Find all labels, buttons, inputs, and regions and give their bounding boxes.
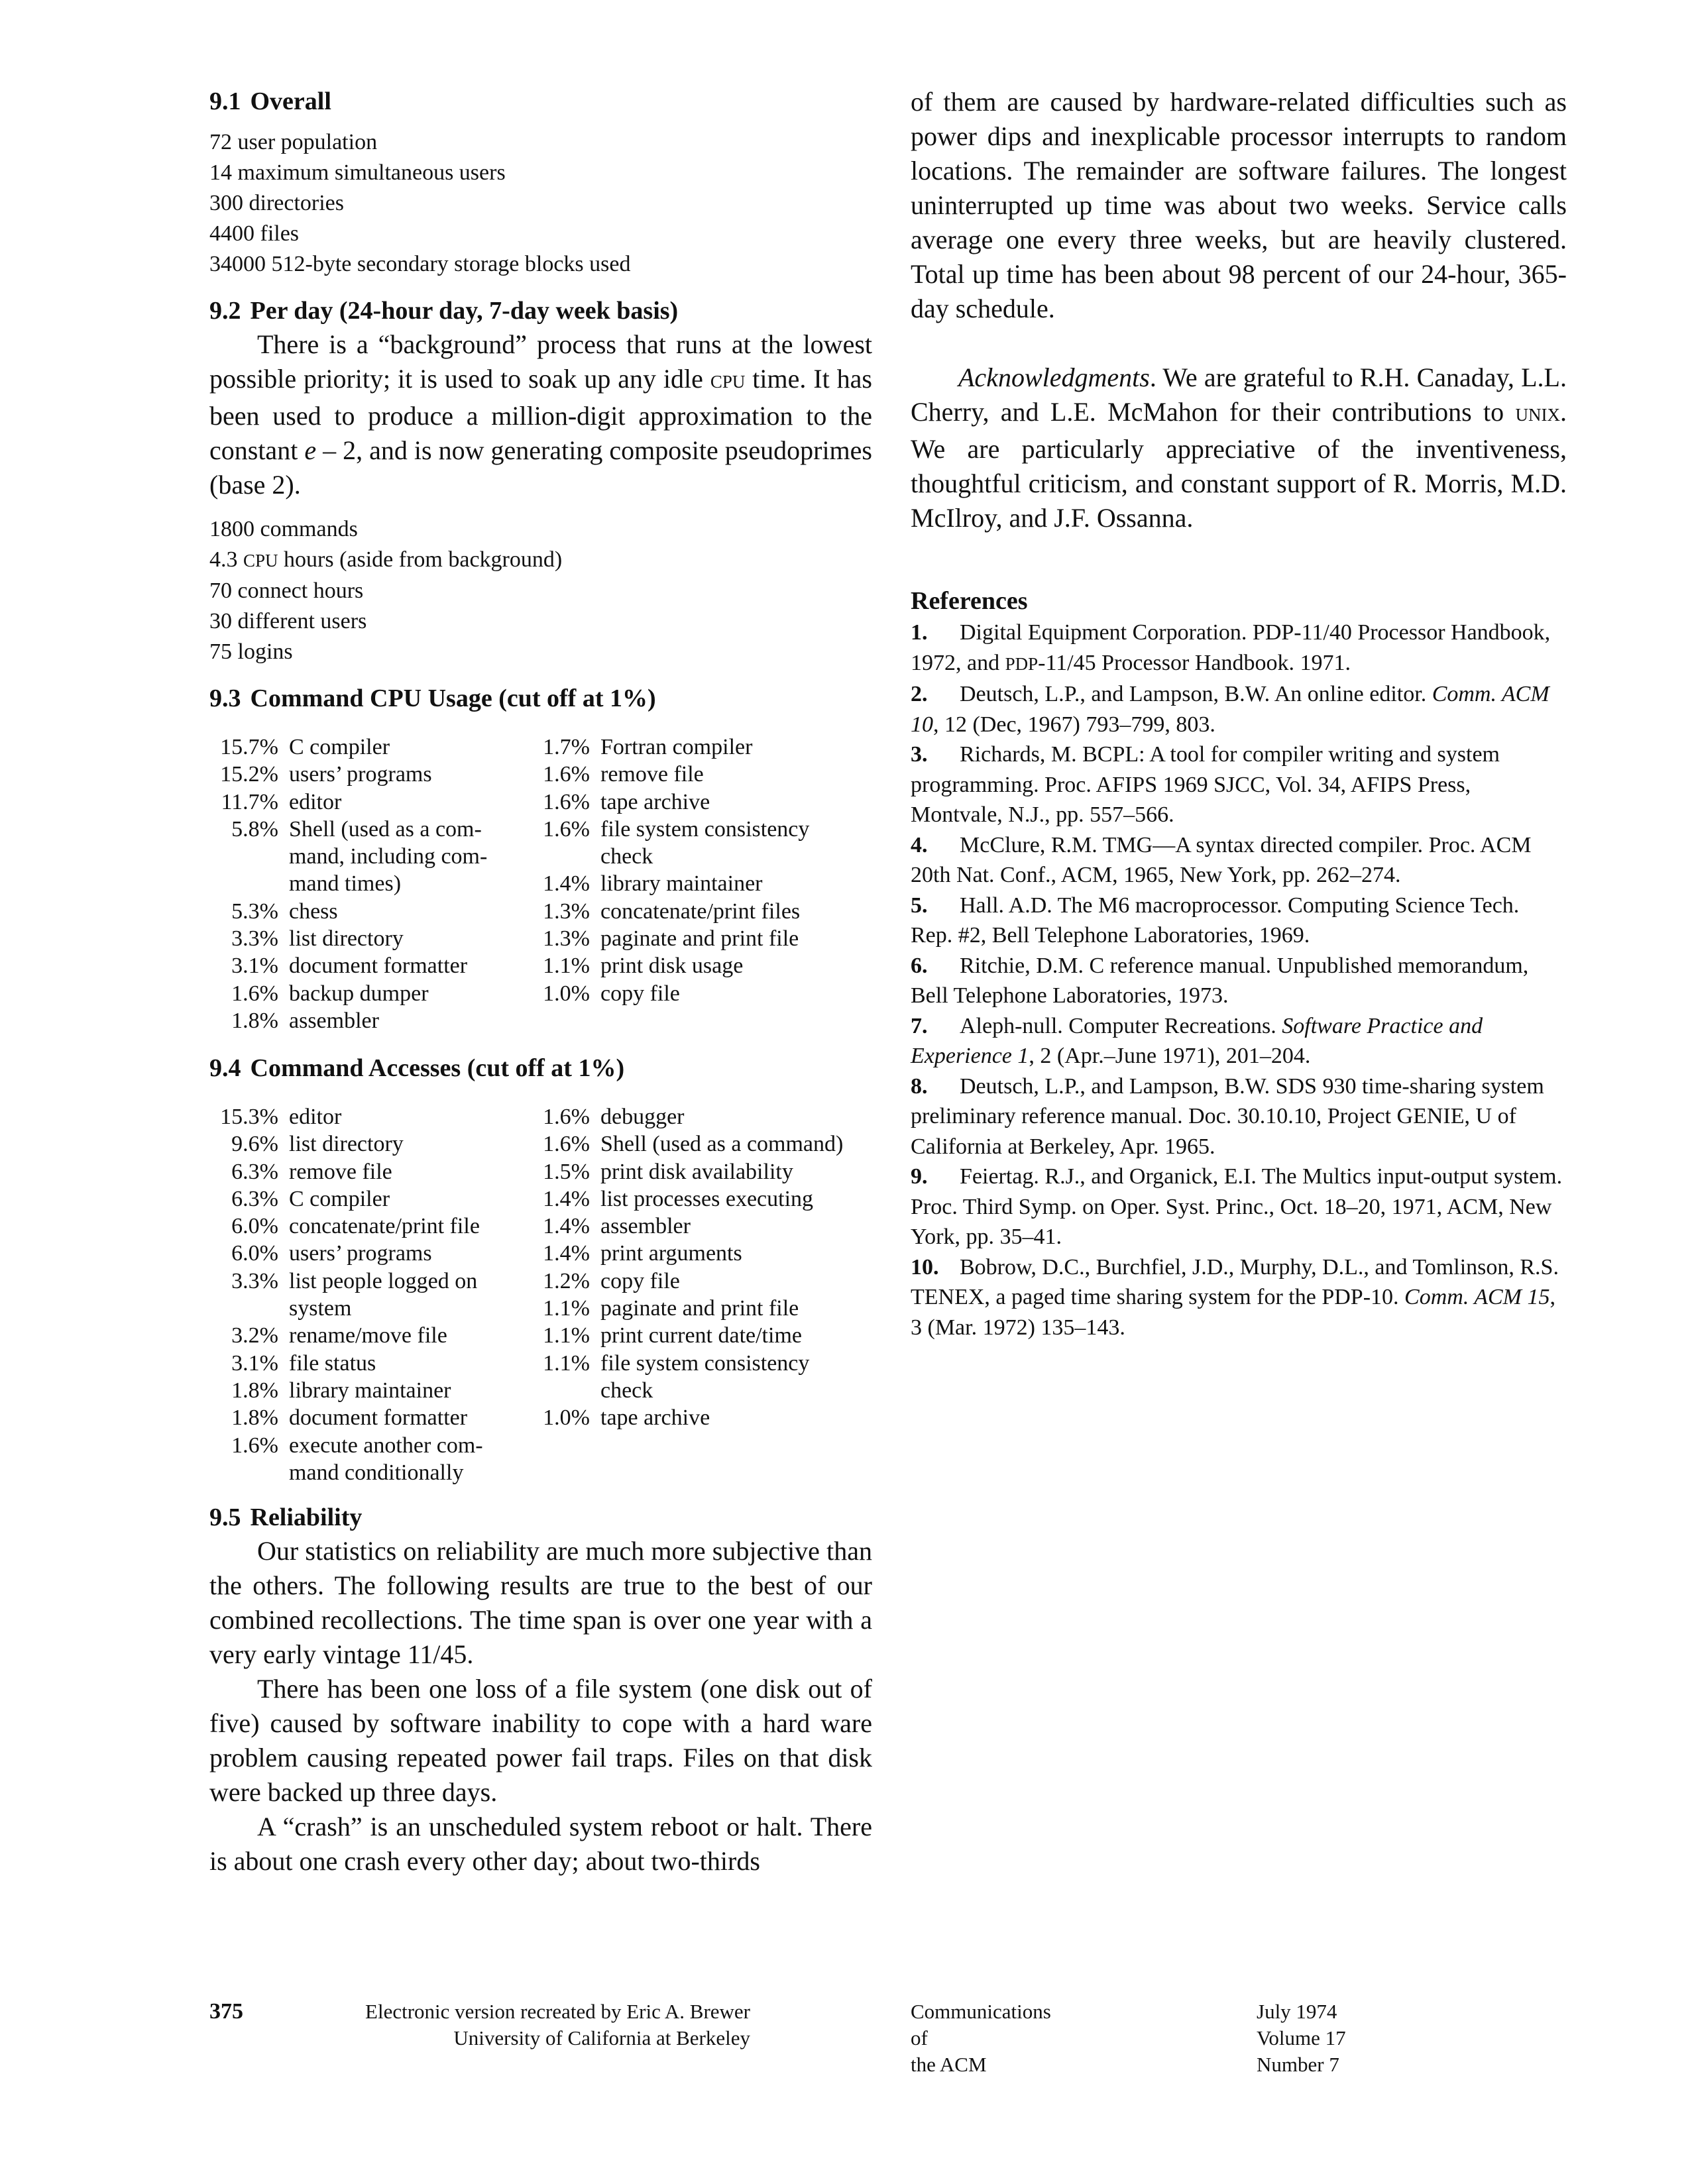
text-run: Aleph-null. Computer Recreations. <box>960 1013 1282 1038</box>
usage-percent: 1.1% <box>543 1296 590 1321</box>
issue-info <box>1257 1998 1522 2078</box>
usage-label: list directory <box>289 926 404 952</box>
usage-row <box>209 1322 554 1349</box>
usage-label: copy file <box>600 981 680 1006</box>
usage-row <box>209 1377 554 1404</box>
usage-label: mand, including com- <box>289 844 488 869</box>
text-run: – 2, and is now generating composite pseudoprimes (base 2). <box>209 435 872 500</box>
section-9-2-heading <box>209 294 872 327</box>
usage-percent: 5.8% <box>231 816 278 842</box>
issue-volume: Volume 17 <box>1257 2026 1346 2049</box>
usage-label: document formatter <box>289 954 468 979</box>
stat-item: 300 directories <box>209 191 344 215</box>
references-list <box>911 618 1567 1342</box>
usage-row <box>209 843 554 870</box>
usage-row <box>521 734 892 761</box>
usage-percent: 1.1% <box>543 1323 590 1348</box>
usage-percent: 3.3% <box>231 1268 278 1293</box>
usage-percent: 6.3% <box>231 1186 278 1211</box>
usage-percent: 1.5% <box>543 1159 590 1184</box>
usage-row <box>209 1240 554 1267</box>
usage-row <box>521 1350 892 1377</box>
usage-label: list directory <box>289 1132 404 1157</box>
usage-label: editor <box>289 1105 342 1129</box>
usage-label: document formatter <box>289 1405 468 1431</box>
reference-number: 10. <box>911 1254 939 1280</box>
usage-row <box>209 734 554 761</box>
usage-row <box>521 1404 892 1431</box>
usage-row <box>521 1185 892 1213</box>
journal-title: Comm. ACM 15 <box>1404 1285 1550 1309</box>
usage-row <box>209 1295 554 1322</box>
reference-number: 5. <box>911 893 928 918</box>
journal-title: Software Practice and Experience 1 <box>911 1013 1483 1068</box>
reference-item <box>911 679 1567 739</box>
usage-percent <box>209 1295 278 1322</box>
usage-label: check <box>600 1378 653 1403</box>
usage-row <box>521 1213 892 1240</box>
text-run: There is a “background” process that runs at the lowest possible priority; it is used to soak up any idle <box>209 329 872 394</box>
stat-item <box>209 545 872 576</box>
cpu-usage-right-column <box>521 734 892 1007</box>
reference-number: 2. <box>911 682 928 706</box>
usage-label: remove file <box>289 1159 392 1184</box>
usage-label: remove file <box>600 762 704 787</box>
usage-label: editor <box>289 789 342 814</box>
usage-label: copy file <box>600 1268 680 1293</box>
usage-percent: 15.7% <box>220 735 278 759</box>
section-number: 9.2 <box>209 297 241 325</box>
section-number: 9.5 <box>209 1503 241 1531</box>
reliability-paragraph-2: There has been one loss of a file system (one disk out of five) caused by software inability to cope with a hard ware problem causing repeated power fail traps. Files on that disk were backed up three days. <box>209 1674 872 1807</box>
usage-row <box>209 816 554 843</box>
constant-e: e <box>304 435 317 465</box>
usage-label: C compiler <box>289 735 390 759</box>
reference-item <box>911 739 1567 830</box>
reference-item <box>911 1011 1567 1071</box>
reliability-paragraph-3: A “crash” is an unscheduled system reboot or halt. There is about one crash every other day; about two-thirds <box>209 1812 872 1876</box>
pdp-smallcaps: PDP <box>1005 653 1039 674</box>
usage-percent: 1.2% <box>543 1268 590 1293</box>
usage-percent: 6.0% <box>231 1214 278 1239</box>
per-day-paragraph <box>209 327 872 502</box>
section-number: 9.4 <box>209 1054 241 1082</box>
text-run: Bobrow, D.C., Burchfiel, J.D., Murphy, D.L., and Tomlinson, R.S. TENEX, a paged time sharing system for the PDP-10. <box>911 1254 1559 1309</box>
usage-percent: 1.8% <box>231 1378 278 1403</box>
reference-item <box>911 830 1567 891</box>
usage-row <box>209 1130 554 1158</box>
per-day-stats-list <box>209 514 872 667</box>
section-9-5-heading <box>209 1501 872 1534</box>
text-run: , 3 (Mar. 1972) 135–143. <box>911 1285 1555 1340</box>
usage-label: file status <box>289 1350 376 1376</box>
usage-label: print disk usage <box>600 954 744 979</box>
usage-row <box>209 952 554 979</box>
left-column <box>209 85 872 1879</box>
usage-row <box>209 761 554 788</box>
usage-label: mand conditionally <box>289 1460 464 1485</box>
usage-row <box>209 1103 554 1130</box>
reference-item <box>911 618 1567 679</box>
usage-label: print disk availability <box>600 1159 793 1184</box>
usage-percent: 1.4% <box>543 1241 590 1266</box>
usage-percent: 6.3% <box>231 1159 278 1184</box>
cpu-usage-left-column <box>209 734 554 1034</box>
accesses-right-column <box>521 1103 892 1432</box>
usage-row <box>521 843 892 870</box>
usage-percent <box>209 843 278 870</box>
usage-label: list people logged on <box>289 1268 478 1293</box>
reliability-paragraph-1: Our statistics on reliability are much more subjective than the others. The following results are true to the best of our combined recollections. The time span is over one year with a very early vintage 11/45. <box>209 1536 872 1669</box>
text-run: Richards, M. BCPL: A tool for compiler writing and system programming. Proc. AFIPS 1969 SJCC, Vol. 34, AFIPS Press, Montvale, N.J., pp. 557–566. <box>911 742 1500 827</box>
text-run: Ritchie, D.M. C reference manual. Unpublished memorandum, Bell Telephone Laboratories, 1973. <box>911 953 1529 1008</box>
reference-number: 1. <box>911 620 928 645</box>
usage-label: rename/move file <box>289 1323 447 1348</box>
section-title: Per day (24-hour day, 7-day week basis) <box>250 297 679 325</box>
usage-percent: 1.4% <box>543 871 590 897</box>
text-run: time. It has been used to produce a million-digit approximation to the constant <box>209 364 872 465</box>
usage-label: execute another com- <box>289 1433 483 1458</box>
usage-label: concatenate/print file <box>289 1214 480 1239</box>
section-9-1-heading <box>209 85 872 118</box>
usage-row <box>209 1404 554 1431</box>
usage-percent <box>209 1459 278 1486</box>
reference-item <box>911 1162 1567 1252</box>
issue-number: Number 7 <box>1257 2053 1339 2076</box>
right-column <box>911 85 1567 1342</box>
stat-item: 30 different users <box>209 609 367 633</box>
overall-stats-list <box>209 127 872 280</box>
usage-percent: 5.3% <box>231 899 278 924</box>
section-number: 9.3 <box>209 684 241 712</box>
usage-row <box>521 1103 892 1130</box>
usage-row <box>521 1322 892 1349</box>
usage-row <box>521 898 892 925</box>
usage-label: mand times) <box>289 871 402 897</box>
usage-percent: 11.7% <box>221 789 278 814</box>
usage-row <box>209 870 554 897</box>
usage-row <box>209 1007 554 1034</box>
usage-percent: 3.2% <box>231 1323 278 1348</box>
usage-label: print current date/time <box>600 1323 802 1348</box>
reference-number: 8. <box>911 1073 928 1099</box>
usage-row <box>521 870 892 897</box>
usage-label: Shell (used as a com- <box>289 816 482 842</box>
usage-label: assembler <box>600 1214 691 1239</box>
usage-percent: 1.1% <box>543 1350 590 1376</box>
reference-number: 3. <box>911 742 928 767</box>
section-title: Command CPU Usage (cut off at 1%) <box>250 684 656 712</box>
usage-percent <box>209 870 278 897</box>
usage-row <box>521 761 892 788</box>
usage-percent: 1.7% <box>543 735 590 759</box>
text-run: Hall. A.D. The M6 macroprocessor. Computing Science Tech. Rep. #2, Bell Telephone Laboratories, 1969. <box>911 893 1520 948</box>
stat-item: 4400 files <box>209 221 300 246</box>
references-heading: References <box>911 587 1028 615</box>
journal-line: of <box>911 2026 928 2049</box>
usage-percent: 1.8% <box>231 1008 278 1033</box>
usage-percent: 1.0% <box>543 981 590 1006</box>
usage-percent: 3.1% <box>231 1350 278 1376</box>
page-number: 375 <box>209 1999 243 2024</box>
reference-number: 9. <box>911 1164 928 1189</box>
usage-label: users’ programs <box>289 1241 432 1266</box>
usage-percent: 1.6% <box>543 789 590 814</box>
usage-row <box>209 1432 554 1459</box>
accesses-left-column <box>209 1103 554 1486</box>
usage-percent: 1.8% <box>231 1405 278 1431</box>
text-run: Deutsch, L.P., and Lampson, B.W. An online editor. <box>960 682 1432 706</box>
usage-percent: 1.4% <box>543 1186 590 1211</box>
usage-row <box>209 925 554 952</box>
usage-percent <box>521 1377 590 1404</box>
section-title: Reliability <box>250 1503 363 1531</box>
usage-percent: 1.6% <box>231 1433 278 1458</box>
usage-row <box>521 1268 892 1295</box>
text-run: 4.3 <box>209 547 243 572</box>
usage-percent: 6.0% <box>231 1241 278 1266</box>
usage-label: file system consistency <box>600 1350 810 1376</box>
electronic-version-credit <box>247 1998 750 2051</box>
stat-item: 72 user population <box>209 130 378 154</box>
usage-label: users’ programs <box>289 762 432 787</box>
usage-label: file system consistency <box>600 816 810 842</box>
usage-percent: 1.1% <box>543 954 590 979</box>
text-run: , 12 (Dec, 1967) 793–799, 803. <box>933 712 1215 737</box>
text-run: hours (aside from background) <box>278 547 563 572</box>
usage-percent: 1.6% <box>543 1105 590 1129</box>
usage-row <box>521 1377 892 1404</box>
usage-label: check <box>600 844 653 869</box>
usage-row <box>521 980 892 1007</box>
reference-item <box>911 951 1567 1011</box>
journal-line: Communications <box>911 2000 1051 2023</box>
usage-row <box>209 1185 554 1213</box>
usage-label: paginate and print file <box>600 926 799 952</box>
usage-label: chess <box>289 899 338 924</box>
usage-label: debugger <box>600 1105 685 1129</box>
usage-percent <box>521 843 590 870</box>
section-title: Overall <box>250 87 331 115</box>
reference-item <box>911 1252 1567 1343</box>
usage-row <box>209 1158 554 1185</box>
text-run: . We are particularly appreciative of the inventiveness, thoughtful criticism, and constant support of R. Morris, M.D. McIlroy, and J.F. Ossanna. <box>911 397 1567 533</box>
usage-percent: 1.0% <box>543 1405 590 1431</box>
reference-number: 4. <box>911 832 928 857</box>
usage-label: print arguments <box>600 1241 742 1266</box>
usage-row <box>521 1240 892 1267</box>
usage-percent: 1.6% <box>543 816 590 842</box>
usage-row <box>521 816 892 843</box>
usage-row <box>209 898 554 925</box>
section-9-4-heading <box>209 1052 872 1085</box>
journal-line: the ACM <box>911 2053 987 2076</box>
usage-label: library maintainer <box>289 1378 451 1403</box>
usage-row <box>521 1130 892 1158</box>
usage-label: Fortran compiler <box>600 735 753 759</box>
usage-row <box>521 925 892 952</box>
usage-label: system <box>289 1296 352 1321</box>
usage-label: library maintainer <box>600 871 763 897</box>
stat-item: 1800 commands <box>209 517 358 541</box>
reliability-continuation: of them are caused by hardware-related difficulties such as power dips and inexplicable processor interrupts to random locations. The remainder are software failures. The longest uninterrupted up time was about two weeks. Service calls average one every three weeks, but are heavily clustered. Total up time has been about 98 percent of our 24-hour, 365-day schedule. <box>911 87 1567 323</box>
journal-title: Comm. ACM 10 <box>911 682 1549 737</box>
usage-percent: 1.6% <box>543 1132 590 1157</box>
usage-percent: 1.4% <box>543 1214 590 1239</box>
usage-percent: 9.6% <box>231 1132 278 1157</box>
section-9-3-heading <box>209 682 872 715</box>
section-number: 9.1 <box>209 87 241 115</box>
usage-row <box>209 1350 554 1377</box>
usage-row <box>209 1459 554 1486</box>
usage-label: list processes executing <box>600 1186 814 1211</box>
usage-percent: 1.3% <box>543 899 590 924</box>
usage-label: tape archive <box>600 1405 710 1431</box>
usage-percent: 3.1% <box>231 954 278 979</box>
usage-row <box>209 789 554 816</box>
stat-item: 14 maximum simultaneous users <box>209 160 506 185</box>
usage-row <box>521 1158 892 1185</box>
issue-date: July 1974 <box>1257 2000 1337 2023</box>
section-title: Command Accesses (cut off at 1%) <box>250 1054 625 1082</box>
text-run: Feiertag. R.J., and Organick, E.I. The Multics input-output system. Proc. Third Symp. on Oper. Syst. Princ., Oct. 18–20, 1971, ACM, New York, pp. 35–41. <box>911 1164 1563 1249</box>
cpu-smallcaps: CPU <box>243 551 278 571</box>
text-run: Deutsch, L.P., and Lampson, B.W. SDS 930 time-sharing system preliminary reference manual. Doc. 30.10.10, Project GENIE, U of California at Berkeley, Apr. 1965. <box>911 1073 1544 1159</box>
credit-line: University of California at Berkeley <box>453 2026 750 2049</box>
stat-item: 70 connect hours <box>209 578 364 603</box>
reference-item <box>911 891 1567 951</box>
credit-line: Electronic version recreated by Eric A. Brewer <box>365 2000 750 2023</box>
command-accesses-table <box>209 1103 872 1489</box>
usage-percent: 1.3% <box>543 926 590 952</box>
usage-row <box>209 1213 554 1240</box>
usage-row <box>521 952 892 979</box>
usage-percent: 15.3% <box>220 1105 278 1129</box>
usage-percent: 15.2% <box>220 762 278 787</box>
text-run: Digital Equipment Corporation. PDP-11/40 Processor Handbook, 1972, and <box>911 620 1551 675</box>
text-run: . We are grateful to R.H. Canaday, L.L. Cherry, and L.E. McMahon for their contributions to <box>911 362 1567 427</box>
usage-label: concatenate/print files <box>600 899 801 924</box>
acknowledgments-heading: Acknowledgments <box>958 362 1150 392</box>
usage-row <box>521 1295 892 1322</box>
usage-label: Shell (used as a command) <box>600 1132 844 1157</box>
usage-percent: 1.6% <box>231 981 278 1006</box>
usage-label: backup dumper <box>289 981 429 1006</box>
reference-item <box>911 1071 1567 1162</box>
cpu-usage-table <box>209 734 872 1038</box>
usage-percent: 3.3% <box>231 926 278 952</box>
reference-number: 6. <box>911 953 928 978</box>
usage-row <box>209 1268 554 1295</box>
reference-number: 7. <box>911 1013 928 1038</box>
stat-item: 75 logins <box>209 639 293 664</box>
journal-name <box>911 1998 1176 2078</box>
cpu-smallcaps: CPU <box>710 372 746 392</box>
usage-row <box>209 980 554 1007</box>
stat-item: 34000 512-byte secondary storage blocks used <box>209 252 631 276</box>
acknowledgments-paragraph <box>911 360 1567 535</box>
usage-label: C compiler <box>289 1186 390 1211</box>
usage-row <box>521 789 892 816</box>
unix-smallcaps: UNIX <box>1515 405 1560 425</box>
usage-label: assembler <box>289 1008 379 1033</box>
text-run: -11/45 Processor Handbook. 1971. <box>1038 650 1351 675</box>
text-run: McClure, R.M. TMG—A syntax directed compiler. Proc. ACM 20th Nat. Conf., ACM, 1965, New York, pp. 262–274. <box>911 832 1532 887</box>
text-run: , 2 (Apr.–June 1971), 201–204. <box>1029 1044 1311 1068</box>
usage-label: tape archive <box>600 789 710 814</box>
usage-label: paginate and print file <box>600 1296 799 1321</box>
usage-percent: 1.6% <box>543 762 590 787</box>
